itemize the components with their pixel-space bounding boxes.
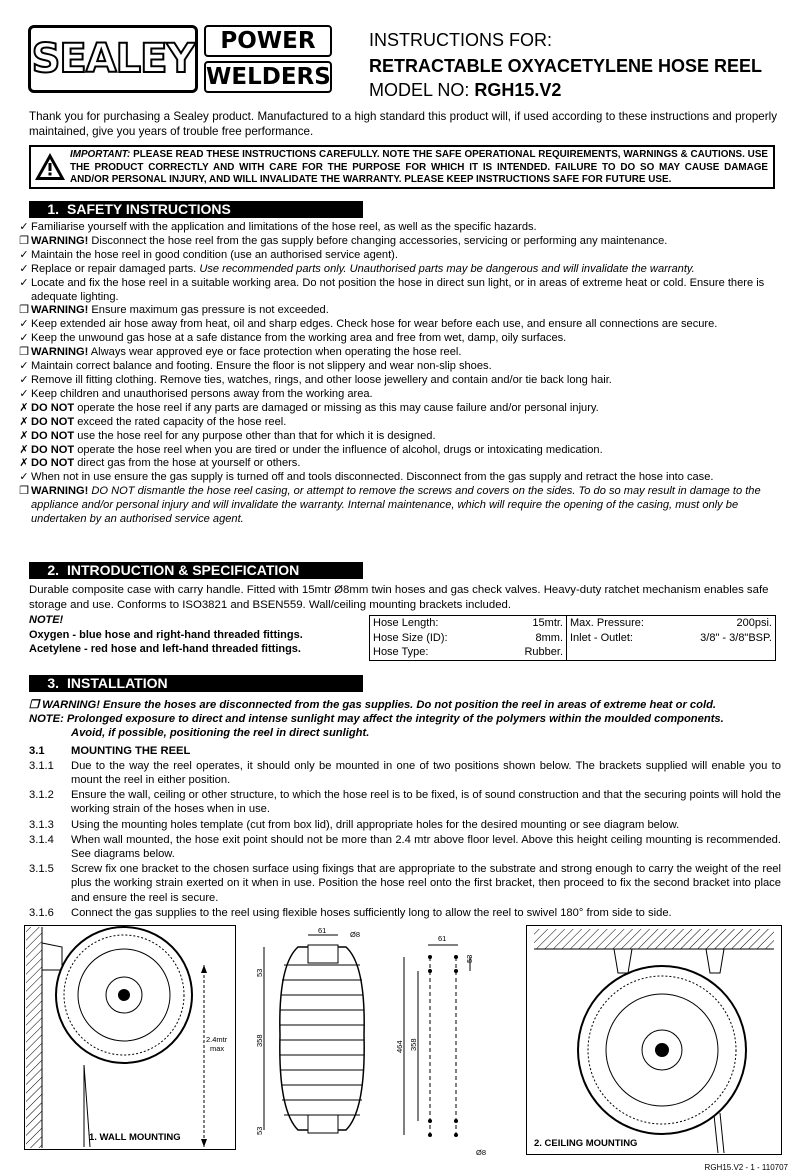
- intro-text: Thank you for purchasing a Sealey product. Manufactured to a high standard this product will, if used according to these instructions and properly maintained, give you years of trouble free performance.: [29, 110, 777, 138]
- bottom-bracket: [308, 1115, 338, 1133]
- title-line1: INSTRUCTIONS FOR:: [369, 30, 552, 50]
- safety-item: ✓ Keep extended air hose away from heat, oil and sharp edges. Check hose for wear before each use, and ensure all connections are secure.: [17, 318, 782, 332]
- mounting-step: 3.1.3 Using the mounting holes template (cut from box lid), drill appropriate holes for the desired mounting or see diagram below.: [29, 818, 680, 831]
- bullet-icon: ✓: [19, 471, 29, 484]
- safety-item: ✓ Familiarise yourself with the application and limitations of the hose reel, as well as the specific hazards.: [17, 221, 782, 235]
- subsection-heading: 3.1 MOUNTING THE REEL: [29, 744, 191, 757]
- reel-side-view-diagram: [250, 925, 390, 1161]
- dim-53-template: 53: [465, 954, 474, 963]
- note-acetylene: Acetylene - red hose and left-hand threaded fittings.: [29, 643, 301, 655]
- safety-item: ✓ Replace or repair damaged parts. Use recommended parts only. Unauthorised parts may be dangerous and will invalidate the warranty.: [17, 263, 782, 277]
- safety-item: ✓ Keep the unwound gas hose at a safe distance from the working area and free from wet, damp, oily surfaces.: [17, 332, 782, 346]
- mounting-step: 3.1.2 Ensure the wall, ceiling or other structure, to which the hose reel is to be fixed, is of sound construction and that the securing points will hold the working strain of the hoses when in use.: [29, 789, 781, 816]
- safety-item: ✓ Keep children and unauthorised persons away from the working area.: [17, 388, 782, 402]
- important-label: IMPORTANT:: [70, 149, 131, 160]
- logo-power: POWER: [204, 25, 332, 57]
- bullet-icon: ❐: [19, 304, 29, 317]
- bullet-icon: ✓: [19, 373, 29, 386]
- safety-item: ❐ WARNING! Disconnect the hose reel from the gas supply before changing accessories, servicing or performing any maintenance.: [17, 235, 782, 249]
- spec-table: [369, 615, 776, 661]
- power-welders-logo: [204, 25, 332, 93]
- wall-bracket: [42, 943, 62, 970]
- section3-heading: 3. INSTALLATION: [29, 675, 363, 692]
- important-notice: [29, 145, 775, 189]
- reel-side-body: [280, 947, 364, 1130]
- title-line2: RETRACTABLE OXYACETYLENE HOSE REEL: [369, 56, 763, 76]
- safety-item: ✗ DO NOT direct gas from the hose at yourself or others.: [17, 457, 782, 471]
- bullet-icon: ✗: [19, 429, 29, 442]
- safety-item: ❐ WARNING! DO NOT dismantle the hose reel casing, or attempt to remove the screws and covers on the sides. To do so may result in damage to the appliance and/or personal injury and will invalidate the warranty. Internal maintenance, which will require the opening of the casing, must only be undertaken by an authorised service agent.: [17, 485, 782, 527]
- bullet-icon: ✓: [19, 332, 29, 345]
- dim-53-bottom: 53: [255, 1126, 264, 1135]
- section1-heading: 1. SAFETY INSTRUCTIONS: [29, 201, 363, 218]
- bullet-icon: ✓: [19, 387, 29, 400]
- safety-item: ✗ DO NOT exceed the rated capacity of the hose reel.: [17, 416, 782, 430]
- ceiling-hatch: [534, 929, 774, 949]
- safety-item: ✓ When not in use ensure the gas supply is turned off and tools disconnected. Disconnect from the gas supply and retract the hose into case.: [17, 471, 782, 485]
- dim-61-template: 61: [438, 934, 447, 943]
- bullet-icon: ✓: [19, 221, 29, 233]
- wall-hatch: [26, 927, 42, 1148]
- safety-item: ✓ Locate and fix the hose reel in a suitable working area. Do not position the hose in direct sun light, or in areas of extreme heat or cold. Ensure there is adequate lighting.: [17, 277, 782, 305]
- mounting-step: 3.1.4 When wall mounted, the hose exit point should not be more than 2.4 mtr above floor level. Above this height ceiling mounting is recommended. See diagrams below.: [29, 833, 781, 861]
- mounting-steps: [29, 759, 781, 920]
- install-note2: Avoid, if possible, positioning the reel in direct sunlight.: [71, 727, 370, 740]
- dim-phi8-template: Ø8: [476, 1148, 487, 1157]
- ceiling-mounting-label: 2. CEILING MOUNTING: [534, 1138, 638, 1149]
- install-note: NOTE: Prolonged exposure to direct and intense sunlight may affect the integrity of the polymers within the moulded components.: [29, 713, 724, 726]
- bullet-icon: ✗: [19, 443, 29, 456]
- dim-358-template: 358: [409, 1038, 418, 1051]
- safety-item: ❐ WARNING! Ensure maximum gas pressure is not exceeded.: [17, 304, 782, 318]
- note-oxygen: Oxygen - blue hose and right-hand threaded fittings.: [29, 628, 303, 641]
- installation-text: [29, 698, 781, 920]
- hole-template-diagram: [390, 925, 500, 1161]
- mounting-step: 3.1.5 Screw fix one bracket to the chosen surface using fixings that are appropriate to the substrate and strong enough to carry the weight of the reel plus the working strain exerted on it when in use. Position the hose reel onto the first bracket, then proceed to fix the second bracket into place and ensure the reel is secure.: [29, 863, 781, 904]
- sealey-logo: [28, 25, 198, 93]
- page-footer: RGH15.V2 - 1 - 110707: [704, 1163, 788, 1172]
- safety-item: ❐ WARNING! Always wear approved eye or face protection when operating the hose reel.: [17, 346, 782, 360]
- sealey-logo-text: SEALEY: [31, 36, 195, 82]
- bullet-icon: ✓: [19, 318, 29, 331]
- mounting-step: 3.1.1 Due to the way the reel operates, it should only be mounted in one of two positions shown below. The brackets supplied will enable you to mount the reel in either position.: [29, 759, 781, 787]
- dim-phi8-top: Ø8: [350, 930, 361, 939]
- install-warning: ❐ WARNING! Ensure the hoses are disconnected from the gas supplies. Do not position the reel in areas of extreme heat or cold.: [29, 699, 717, 711]
- bullet-icon: ✓: [19, 276, 29, 289]
- bullet-icon: ✓: [19, 360, 29, 373]
- model-prefix: MODEL NO:: [369, 80, 475, 100]
- model-number: RGH15.V2: [474, 80, 562, 100]
- ceiling-mounting-diagram: [526, 925, 782, 1155]
- safety-item: ✓ Remove ill fitting clothing. Remove ties, watches, rings, and other loose jewellery and contain and/or tie back long hair.: [17, 374, 782, 388]
- hose-note: [29, 613, 359, 657]
- dim-53-top: 53: [255, 968, 264, 977]
- top-bracket: [308, 945, 338, 963]
- model-line: [369, 80, 561, 101]
- product-description: Durable composite case with carry handle. Fitted with 15mtr Ø8mm twin hoses and gas check valves. Heavy-duty ratchet mechanism enables safe storage and use. Conforms to ISO3821 and BSEN559. Wall/ceiling mounting brackets included.: [29, 584, 769, 611]
- bullet-icon: ✓: [19, 262, 29, 275]
- bullet-icon: ❐: [19, 234, 29, 247]
- spec-cell-right: Max. Pressure: 200psi. Inlet - Outlet: 3/8" - 3/8"BSP.: [567, 616, 776, 661]
- safety-item: ✗ DO NOT use the hose reel for any purpose other than that for which it is designed.: [17, 430, 782, 444]
- mounting-step: 3.1.6 Connect the gas supplies to the reel using flexible hoses sufficiently long to allow the reel to swivel 180° from side to side.: [29, 906, 672, 919]
- safety-item: ✗ DO NOT operate the hose reel when you are tired or under the influence of alcohol, drugs or intoxicating medication.: [17, 444, 782, 458]
- bullet-icon: ✗: [19, 457, 29, 470]
- safety-item: ✗ DO NOT operate the hose reel if any parts are damaged or missing as this may cause failure and/or personal injury.: [17, 402, 782, 416]
- wall-height-max: max: [210, 1044, 225, 1053]
- bullet-icon: ✗: [19, 401, 29, 414]
- dim-464: 464: [395, 1040, 404, 1053]
- safety-list: [17, 221, 782, 527]
- wall-mounting-label: 1. WALL MOUNTING: [89, 1132, 181, 1143]
- important-text: IMPORTANT: PLEASE READ THESE INSTRUCTIONS CAREFULLY. NOTE THE SAFE OPERATIONAL REQUIREMENTS, WARNINGS & CAUTIONS. USE THE PRODUCT CORRECTLY AND WITH CARE FOR THE PURPOSE FOR WHICH IT IS INTENDED. FAILURE TO DO SO MAY CAUSE DAMAGE AND/OR PERSONAL INJURY, AND WILL INVALIDATE THE WARRANTY. PLEASE KEEP INSTRUCTIONS SAFE FOR FUTURE USE.: [70, 149, 768, 185]
- bullet-icon: ❐: [19, 346, 29, 359]
- logo-welders: WELDERS: [204, 61, 332, 93]
- warning-triangle-icon: [34, 151, 66, 183]
- dim-61-top: 61: [318, 926, 327, 935]
- bullet-icon: ❐: [19, 485, 29, 498]
- spec-cell-left: Hose Length: 15mtr. Hose Size (ID): 8mm. Hose Type: Rubber.: [370, 616, 567, 661]
- safety-item: ✓ Maintain the hose reel in good condition (use an authorised service agent).: [17, 249, 782, 263]
- bullet-icon: ✓: [19, 248, 29, 261]
- dim-358-side: 358: [255, 1034, 264, 1047]
- wall-mounting-diagram: [24, 925, 236, 1150]
- bullet-icon: ✗: [19, 415, 29, 428]
- safety-item: ✓ Maintain correct balance and footing. Ensure the floor is not slippery and wear non-slip shoes.: [17, 360, 782, 374]
- note-label: NOTE!: [29, 614, 64, 626]
- wall-height-label: 2.4mtr: [206, 1035, 228, 1044]
- section2-heading: 2. INTRODUCTION & SPECIFICATION: [29, 562, 363, 579]
